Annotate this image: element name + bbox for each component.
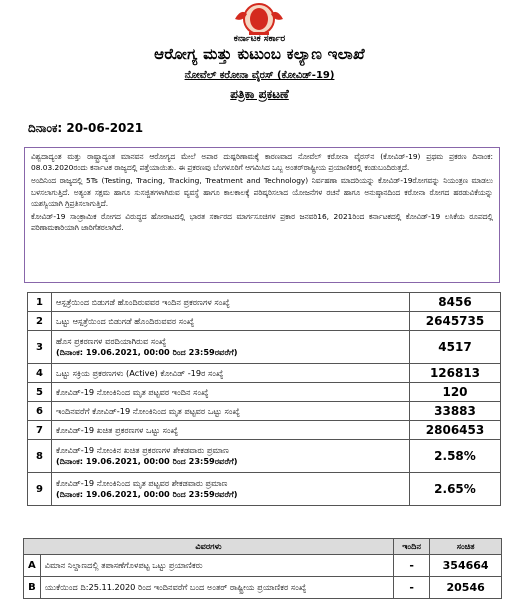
row-description bbox=[52, 440, 410, 473]
row-description: ವಿಮಾನ ನಿಲ್ದಾಣದಲ್ಲಿ ತಪಾಸಣೆಗೊಳಪಟ್ಟ ಒಟ್ಟು ಪ್ರಯಾಣಿಕರು bbox=[40, 555, 393, 577]
row-description bbox=[52, 473, 410, 506]
row-description bbox=[52, 402, 410, 421]
stats-row bbox=[28, 440, 501, 473]
row-value: 33883 bbox=[410, 402, 501, 421]
row-date-range: (ದಿನಾಂಕ: 19.06.2021, 00:00 ರಿಂದ 23:59ರವರೆಗೆ) bbox=[56, 489, 238, 499]
covid-stats-table bbox=[27, 292, 501, 506]
intro-paragraph-1: ವಿಶ್ವದಾದ್ಯಂತ ಮತ್ತು ರಾಷ್ಟ್ರಾದ್ಯಂತ ಮಾನವನ ಆರೋಗ್ಯದ ಮೇಲೆ ಅಪಾರ ದುಷ್ಪರಿಣಾಮಕ್ಕೆ ಕಾರಣವಾದ ನೋವೆಲ್ ಕರೋನಾ ವೈರಸ್‌ನ (ಕೋವಿಡ್-19) ಪ್ರಥಮ ಪ್ರಕರಣ ದಿನಾಂಕ: 08.03.2020ರಂದು ಕರ್ನಾಟಕ ರಾಜ್ಯದಲ್ಲಿ ಪತ್ತೆಯಾಯಿತು. ಈ ಪ್ರಕರಣವು ಬೆಂಗಳೂರಿಗೆ ಆಗಮಿಸಿದ ಒಬ್ಬ ಅಂತರ್‌ರಾಷ್ಟ್ರೀಯ ಪ್ರಯಾಣಿಕರಲ್ಲಿ ಕಂಡುಬಂದಿರುತ್ತದೆ. bbox=[31, 152, 493, 173]
row-value: 126813 bbox=[410, 364, 501, 383]
travel-stats-table bbox=[23, 538, 502, 599]
row-cumulative: 20546 bbox=[430, 577, 502, 599]
row-number: 1 bbox=[28, 293, 52, 312]
row-value: 2806453 bbox=[410, 421, 501, 440]
stats-row bbox=[28, 331, 501, 364]
stats-row bbox=[28, 293, 501, 312]
row-today: - bbox=[393, 577, 429, 599]
row-number: 5 bbox=[28, 383, 52, 402]
stats-row bbox=[28, 473, 501, 506]
department-title: ಆರೋಗ್ಯ ಮತ್ತು ಕುಟುಂಬ ಕಲ್ಯಾಣ ಇಲಾಖೆ bbox=[154, 45, 365, 63]
row-number: 7 bbox=[28, 421, 52, 440]
row-number: 3 bbox=[28, 331, 52, 364]
row-description bbox=[52, 331, 410, 364]
government-label: ಕರ್ನಾಟಕ ಸರ್ಕಾರ bbox=[233, 34, 286, 44]
row-description-text: ಕೋವಿಡ್-19 ಖಚಿತ ಪ್ರಕರಣಗಳ ಒಟ್ಟು ಸಂಖ್ಯೆ bbox=[56, 424, 179, 435]
header-today: ಇಂದಿನ bbox=[393, 539, 429, 555]
row-date-range: (ದಿನಾಂಕ: 19.06.2021, 00:00 ರಿಂದ 23:59ರವರೆಗೆ) bbox=[56, 347, 238, 357]
travel-row bbox=[24, 577, 502, 599]
row-today: - bbox=[393, 555, 429, 577]
row-number: 2 bbox=[28, 312, 52, 331]
row-description-text: ಇಂದಿನವರೆಗೆ ಕೋವಿಡ್-19 ನೋಂಕಿನಿಂದ ಮೃತ ಪಟ್ಟವರ ಒಟ್ಟು ಸಂಖ್ಯೆ bbox=[56, 405, 240, 416]
subject-line: ನೋವೆಲ್ ಕರೋನಾ ವೈರಸ್ (ಕೋವಿಡ್-19) bbox=[184, 70, 335, 81]
row-number: 6 bbox=[28, 402, 52, 421]
row-description bbox=[52, 421, 410, 440]
row-number: 8 bbox=[28, 440, 52, 473]
row-description-text: ಆಸ್ಪತ್ರೆಯಿಂದ ಬಿಡುಗಡೆ ಹೊಂದಿರುವವರ ಇಂದಿನ ಪ್ರಕರಣಗಳ ಸಂಖ್ಯೆ bbox=[56, 296, 230, 307]
row-value: 2.58% bbox=[410, 440, 501, 473]
stats-row bbox=[28, 402, 501, 421]
row-description-text: ಕೋವಿಡ್-19 ನೋಂಕಿನಿಂದ ಮೃತ ಪಟ್ಟವರ ಇಂದಿನ ಸಂಖ್ಯೆ bbox=[56, 386, 209, 397]
header-cumulative: ಸಂಚಿತ bbox=[430, 539, 502, 555]
row-value: 8456 bbox=[410, 293, 501, 312]
intro-box bbox=[24, 147, 500, 283]
row-value: 2.65% bbox=[410, 473, 501, 506]
intro-paragraph-3: ಕೋವಿಡ್-19 ಸಾಂಕ್ರಾಮಿಕ ರೋಗದ ವಿರುದ್ಧದ ಹೋರಾಟದಲ್ಲಿ ಭಾರತ ಸರ್ಕಾರದ ಮಾರ್ಗಸೂಚಿಗಳ ಪ್ರಕಾರ ಜನವರಿ16, 2021ರಿಂದ ಕರ್ನಾಟಕದಲ್ಲಿ ಕೋವಿಡ್-19 ಲಸಿಕೆಯ ರೂಪದಲ್ಲಿ ಪರಿಣಾಮಕಾರಿಯಾಗಿ ಜಾರಿಗೆತರಲಾಗಿದೆ. bbox=[31, 212, 493, 233]
row-description bbox=[52, 293, 410, 312]
karnataka-emblem-icon bbox=[231, 2, 287, 36]
row-description-text: ಕೋವಿಡ್-19 ನೋಂಕಿನ ಖಚಿತ ಪ್ರಕರಣಗಳ ಶೇಕಡವಾರು ಪ್ರಮಾಣ bbox=[56, 445, 229, 455]
press-release-title: ಪತ್ರಿಕಾ ಪ್ರಕಟಣೆ bbox=[230, 87, 289, 101]
header-details: ವಿವರಗಳು bbox=[24, 539, 394, 555]
row-description: ಯುಕೆಯಿಂದ ದಿ:25.11.2020 ರಿಂದ ಇಂದಿನವರೆಗೆ ಬಂದ ಅಂತರ್ ರಾಷ್ಟ್ರೀಯ ಪ್ರಯಾಣಿಕರ ಸಂಖ್ಯೆ bbox=[40, 577, 393, 599]
row-value: 120 bbox=[410, 383, 501, 402]
travel-row bbox=[24, 555, 502, 577]
stats-row bbox=[28, 383, 501, 402]
row-letter: A bbox=[24, 555, 41, 577]
row-value: 2645735 bbox=[410, 312, 501, 331]
stats-row bbox=[28, 421, 501, 440]
row-description-text: ಒಟ್ಟು ಸಕ್ರಿಯ ಪ್ರಕರಣಗಳು (Active) ಕೋವಿಡ್ -19ರ ಸಂಖ್ಯೆ bbox=[56, 367, 224, 378]
row-description-text: ಹೊಸ ಪ್ರಕರಣಗಳ ವರದಿಯಾಗಿರುವ ಸಂಖ್ಯೆ bbox=[56, 336, 167, 346]
row-number: 9 bbox=[28, 473, 52, 506]
row-letter: B bbox=[24, 577, 41, 599]
row-value: 4517 bbox=[410, 331, 501, 364]
release-date: ದಿನಾಂಕ: 20-06-2021 bbox=[28, 121, 144, 135]
intro-paragraph-2: ಅಂದಿನಿಂದ ರಾಜ್ಯದಲ್ಲಿ 5Ts (Testing, Tracing, Tracking, Treatment and Technology) ನಿರ್ವಹಣಾ ಮಾದರಿಯನ್ನು ಕೋವಿಡ್-19ರೋಗವನ್ನು ನಿಯಂತ್ರಣ ಮಾಡಲು ಬಳಸಲಾಗುತ್ತಿದೆ. ಅತ್ಯಂತ ಸಕ್ಷಮ ಹಾಗೂ ಸುಸಜ್ಜಿತಗಳಾಗಿರುವ ವ್ಯವಸ್ಥೆ ಹಾಗೂ ಕಾಲಕಾಲಕ್ಕೆ ಪರಿಷ್ಕರಿಸಲಾದ ಯೋಜನೆಗಳ ರಚನೆ ಹಾಗೂ ಅನುಷ್ಠಾನದಿಂದ ಕರೋನಾ ರೋಗದ ಹರಡುವಿಕೆಯನ್ನು ಯಶಸ್ವಿಯಾಗಿ ಗ್ರಿಪ್ರತಿಸಲಾಗುತ್ತಿದೆ. bbox=[31, 176, 493, 208]
row-description bbox=[52, 383, 410, 402]
row-description-text: ಒಟ್ಟು ಆಸ್ಪತ್ರೆಯಿಂದ ಬಿಡುಗಡೆ ಹೊಂದಿರುವವರ ಸಂಖ್ಯೆ bbox=[56, 315, 195, 326]
row-description bbox=[52, 364, 410, 383]
stats-row bbox=[28, 364, 501, 383]
stats-row bbox=[28, 312, 501, 331]
row-description-text: ಕೋವಿಡ್-19 ನೋಂಕಿನಿಂದ ಮೃತ ಪಟ್ಟವರ ಶೇಕಡವಾರು ಪ್ರಮಾಣ bbox=[56, 478, 228, 488]
row-description bbox=[52, 312, 410, 331]
row-cumulative: 354664 bbox=[430, 555, 502, 577]
row-date-range: (ದಿನಾಂಕ: 19.06.2021, 00:00 ರಿಂದ 23:59ರವರೆಗೆ) bbox=[56, 456, 238, 466]
row-number: 4 bbox=[28, 364, 52, 383]
